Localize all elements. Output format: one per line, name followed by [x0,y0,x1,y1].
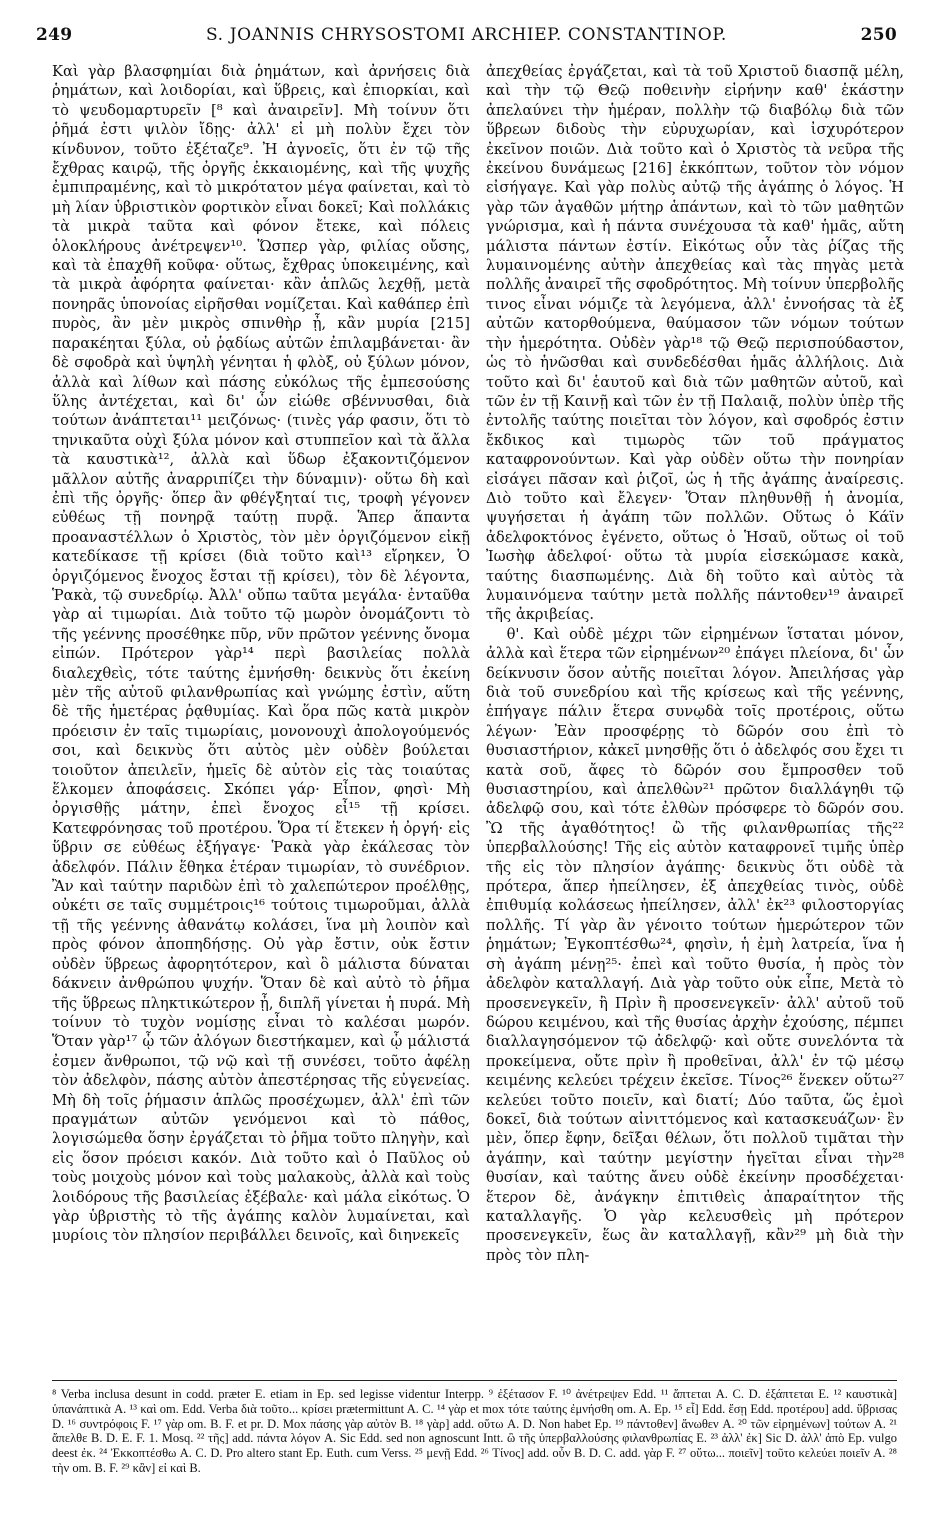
right-paragraph-2: θ'. Καὶ οὐδὲ μέχρι τῶν εἰρημένων ἵσταται μόνον, ἀλλὰ καὶ ἕτερα τῶν εἰρημένων²⁰ ἐπάγει πλείονα, δι' ὧν δείκνυσιν ὅσον αὐτῆς ποιεῖται λόγον. Ἀπειλήσας γὰρ διὰ τοῦ συνεδρίου καὶ τῆς κρίσεως καὶ τῆς γεέννης, ἐπήγαγε πάλιν ἕτερα συνῳδὰ τοῖς προτέροις, οὕτω λέγων· Ἐὰν προσφέρῃς τὸ δῶρόν σου ἐπὶ τὸ θυσιαστήριον, κἀκεῖ μνησθῇς ὅτι ὁ ἀδελφός σου ἔχει τι κατὰ σοῦ, ἄφες τὸ δῶρόν σου ἔμπροσθεν τοῦ θυσιαστηρίου, καὶ ἀπελθὼν²¹ πρῶτον διαλλάγηθι τῷ ἀδελφῷ σου, καὶ τότε ἐλθὼν πρόσφερε τὸ δῶρόν σου. Ὢ τῆς ἀγαθότητος! ὢ τῆς φιλανθρωπίας τῆς²² ὑπερβαλλούσης! Τῆς εἰς αὐτὸν καταφρονεῖ τιμῆς ὑπὲρ τῆς εἰς τὸν πλησίον ἀγάπης· δεικνὺς ὅτι οὐδὲ τὰ πρότερα, ἅπερ ἠπείλησεν, ἐξ ἀπεχθείας τινὸς, οὐδὲ ἐπιθυμίᾳ κολάσεως ἠπείλησεν, ἀλλ' ἐκ²³ φιλοστοργίας πολλῆς. Τί γὰρ ἂν γένοιτο τούτων ἡμερώτερον τῶν ῥημάτων; Ἐγκοπτέσθω²⁴, φησὶν, ἡ ἐμὴ λατρεία, ἵνα ἡ σὴ ἀγάπη μένῃ²⁵· ἐπεὶ καὶ τοῦτο θυσία, ἡ πρὸς τὸν ἀδελφὸν καταλλαγή. Διὰ γὰρ τοῦτο οὐκ εἶπε, Μετὰ τὸ προσενεγκεῖν, ἢ Πρὶν ἢ προσενεγκεῖν· ἀλλ' αὐτοῦ τοῦ δώρου κειμένου, καὶ τῆς θυσίας ἀρχὴν ἐχούσης, πέμπει διαλλαγησόμενον τῷ ἀδελφῷ· καὶ οὔτε συνελόντα τὰ προκείμενα, οὔτε πρὶν ἢ προθεῖναι, ἀλλ' ἐν τῷ μέσῳ κειμένης κελεύει τρέχειν ἐκεῖσε. Τίνος²⁶ ἕνεκεν οὕτω²⁷ κελεύει τοῦτο ποιεῖν, καὶ διατί; Δύο ταῦτα, ὥς ἐμοὶ δοκεῖ, διὰ τούτων αἰνιττόμενος καὶ κατασκευάζων· ἓν μὲν, ὅπερ ἔφην, δεῖξαι θέλων, ὅτι πολλοῦ τιμᾶται τὴν ἀγάπην, καὶ ταύτην μεγίστην ἡγεῖται εἶναι τὴν²⁸ θυσίαν, καὶ ταύτης ἄνευ οὐδὲ ἐκείνην προσδέχεται· ἕτερον δὲ, ἀνάγκην ἐπιτιθεὶς ἀπαραίτητον τῆς καταλλαγῆς. Ὁ γὰρ κελευσθεὶς μὴ πρότερον προσενεγκεῖν, ἕως ἂν καταλλαγῇ, κἂν²⁹ μὴ διὰ τὴν πρὸς τὸν πλη- [486,625,904,1264]
footnotes [52,1380,897,1476]
column-number: 250 [860,25,897,45]
right-paragraph-1: ἀπεχθείας ἐργάζεται, καὶ τὰ τοῦ Χριστοῦ διασπᾷ μέλη, καὶ τὴν τῷ Θεῷ ποθεινὴν εἰρήνην καθ' ἑκάστην ἀπελαύνει τὴν ἡμέραν, πολλὴν τῷ διαβόλῳ διὰ τῶν ὕβρεων διδοὺς τὴν εὐρυχωρίαν, καὶ ἰσχυρότερον ἐκεῖνον ποιῶν. Διὰ τοῦτο καὶ ὁ Χριστὸς τὰ νεῦρα τῆς ἐκείνου δυνάμεως [216] ἐκκόπτων, τοῦτον τὸν νόμον εἰσήγαγε. Καὶ γὰρ πολὺς αὐτῷ τῆς ἀγάπης ὁ λόγος. Ἡ γὰρ τῶν ἀγαθῶν μήτηρ ἁπάντων, καὶ τὸ τῶν μαθητῶν γνώρισμα, καὶ ἡ πάντα συνέχουσα τὰ καθ' ἡμᾶς, αὕτη μάλιστα πάντων ἐστίν. Εἰκότως οὖν τὰς ῥίζας τῆς λυμαινομένης αὐτὴν ἀπεχθείας καὶ τὰς πηγὰς μετὰ πολλῆς ἀναιρεῖ τῆς σφοδρότητος. Μὴ τοίνυν ὑπερβολῆς τινος εἶναι νόμιζε τὰ λεγόμενα, ἀλλ' ἐννοήσας τὰ ἐξ αὐτῶν κατορθούμενα, θαύμασον τῶν νόμων τούτων τὴν ἡμερότητα. Οὐδὲν γὰρ¹⁸ τῷ Θεῷ περισπούδαστον, ὡς τὸ ἡνῶσθαι καὶ συνδεδέσθαι ἡμᾶς ἀλλήλοις. Διὰ τοῦτο καὶ δι' ἑαυτοῦ καὶ διὰ τῶν μαθητῶν αὐτοῦ, καὶ τῶν ἐν τῇ Καινῇ καὶ τῶν ἐν τῇ Παλαιᾷ, πολὺν ὑπὲρ τῆς ἐντολῆς ταύτης ποιεῖται τὸν λόγον, καὶ σφοδρός ἐστιν ἔκδικος καὶ τιμωρὸς τῶν τοῦ πράγματος καταφρονούντων. Καὶ γὰρ οὐδὲν οὕτω τὴν πονηρίαν εἰσάγει πᾶσαν καὶ ῥιζοῖ, ὡς ἡ τῆς ἀγάπης ἀναίρεσις. Διὸ τοῦτο καὶ ἔλεγεν· Ὅταν πληθυνθῇ ἡ ἀνομία, ψυγήσεται ἡ ἀγάπη τῶν πολλῶν. Οὕτως ὁ Κάϊν ἀδελφοκτόνος ἐγένετο, οὕτως ὁ Ἡσαῦ, οὕτως οἱ τοῦ Ἰωσὴφ ἀδελφοί· οὕτω τὰ μυρία εἰσεκώμασε κακὰ, ταύτης διασπωμένης. Διὰ δὴ τοῦτο καὶ αὐτὸς τὰ λυμαινόμενα ταύτην μετὰ πολλῆς πάντοθεν¹⁹ ἀναιρεῖ τῆς ἀκριβείας. [486,63,904,624]
running-title: S. JOANNIS CHRYSOSTOMI ARCHIEP. CONSTANTINOP. [206,25,727,45]
left-column [52,62,470,1246]
footnotes-text: ⁸ Verba inclusa desunt in codd. præter E. etiam in Ep. sed legisse videntur Interpp. ⁹ ἐξέτασον F. ¹⁰ ἀνέτρεψεν Edd. ¹¹ ἅπτεται A. C. D. ἐξάπτεται E. ¹² καυστικὰ] ὑπανάπτικὰ A. ¹³ καὶ om. Edd. Verba διὰ τοῦτο... κρίσει prætermittunt A. C. ¹⁴ γὰρ et mox τότε ταύτης ἐμνήσθη om. A. Ep. ¹⁵ εἶ] Edd. ἔσῃ Edd. προτέρου] add. ὕβρισας D. ¹⁶ συντρόφοις F. ¹⁷ γὰρ om. B. F. et pr. D. Mox πάσης γὰρ αὐτὸν B. ¹⁸ γὰρ] add. οὕτω A. D. Non habet Ep. ¹⁹ πάντοθεν] ἄνωθεν A. ²⁰ τῶν εἰρημένων] τούτων A. ²¹ ἄπελθε B. D. E. F. 1. Mosq. ²² τῆς] add. πάντα λόγον A. Sic Edd. sed non agnoscunt Intt. ὢ τῆς ὑπερβαλλούσης φιλανθρωπίας E. ²³ ἀλλ' ἐκ] Sic D. ἀλλ' ἀπὸ Ep. vulgo deest ἐκ. ²⁴ Ἐκκοπτέσθω A. C. D. Pro altero stant Ep. Euth. cum Verss. ²⁵ μενῇ Edd. ²⁶ Τίνος] add. οὖν B. D. C. add. γὰρ F. ²⁷ οὕτω... ποιεῖν] τοῦτο κελεύει ποιεῖν A. ²⁸ τὴν om. B. F. ²⁹ κἂν] εἰ καὶ B. [52,1387,897,1475]
page-number: 249 [36,25,73,45]
right-column [486,62,904,1265]
page-header [36,18,897,52]
left-paragraph-1: Καὶ γὰρ βλασφημίαι διὰ ῥημάτων, καὶ ἀρνήσεις διὰ ῥημάτων, καὶ λοιδορίαι, καὶ ὕβρεις, καὶ ἐπιορκίαι, καὶ τὸ ψευδομαρτυρεῖν [⁸ καὶ ἀναιρεῖν]. Μὴ τοίνυν ὅτι ῥῆμά ἐστι ψιλὸν ἴδῃς· ἀλλ' εἰ μὴ πολὺν ἔχει τὸν κίνδυνον, τοῦτο ἐξέταζε⁹. Ἠ ἀγνοεῖς, ὅτι ἐν τῷ τῆς ἔχθρας καιρῷ, τῆς ὀργῆς ἐκκαιομένης, καὶ τῆς ψυχῆς ἐμπιπραμένης, καὶ τὸ μικρότατον μέγα φαίνεται, καὶ τὸ μὴ λίαν ὑβριστικὸν φορτικὸν εἶναι δοκεῖ; Καὶ πολλάκις τὰ μικρὰ ταῦτα καὶ φόνον ἔτεκε, καὶ πόλεις ὁλοκλήρους ἀνέτρεψεν¹⁰. Ὥσπερ γὰρ, φιλίας οὔσης, καὶ τὰ ἐπαχθῆ κοῦφα· οὕτως, ἔχθρας ὑποκειμένης, καὶ τὰ μικρὰ ἀφόρητα φαίνεται· κἂν ἁπλῶς λεχθῇ, μετὰ πονηρᾶς ὑπονοίας εἰρῆσθαι νομίζεται. Καὶ καθάπερ ἐπὶ πυρὸς, ἂν μὲν μικρὸς σπινθὴρ ᾖ, κἂν μυρία [215] παρακέηται ξύλα, οὐ ῥᾳδίως αὐτῶν ἐπιλαμβάνεται· ἂν δὲ σφοδρὰ καὶ ὑψηλὴ γένηται ἡ φλὸξ, οὐ ξύλων μόνον, ἀλλὰ καὶ λίθων καὶ πάσης εὐκόλως τῆς ἐμπεσούσης ὕλης ἀντέχεται, καὶ δι' ὧν εἰώθε σβέννυσθαι, διὰ τούτων ἀνάπτεται¹¹ μειζόνως· (τινὲς γάρ φασιν, ὅτι τὸ τηνικαῦτα οὐχὶ ξύλα μόνον καὶ στυππεῖον καὶ τὰ ἄλλα τὰ καυστικὰ¹², ἀλλὰ καὶ ὕδωρ ἐξακοντιζόμενον μᾶλλον αὐτῆς ἀναρριπίζει τὴν δύναμιν)· οὕτω δὴ καὶ ἐπὶ τῆς ὀργῆς· ὅπερ ἂν φθέγξηταί τις, τροφὴ γέγονεν εὐθέως τῇ πονηρᾷ ταύτῃ πυρᾷ. Ἅπερ ἅπαντα προαναστέλλων ὁ Χριστὸς, τὸν μὲν ὀργιζόμενον εἰκῇ κατεδίκασε τῇ κρίσει (διὰ τοῦτο καὶ¹³ εἴρηκεν, Ὁ ὀργιζόμενος ἔνοχος ἔσται τῇ κρίσει), τὸν δὲ λέγοντα, Ῥακὰ, τῷ συνεδρίῳ. Ἀλλ' οὔπω ταῦτα μεγάλα· ἐνταῦθα γὰρ αἱ τιμωρίαι. Διὰ τοῦτο τῷ μωρὸν ὀνομάζοντι τὸ τῆς γεέννης προσέθηκε πῦρ, νῦν πρῶτον γεέννης ὄνομα εἰπών. Πρότερον γὰρ¹⁴ περὶ βασιλείας πολλὰ διαλεχθεὶς, τότε ταύτης ἐμνήσθη· δεικνὺς ὅτι ἐκείνη μὲν τῆς αὐτοῦ φιλανθρωπίας καὶ γνώμης ἐστὶν, αὕτη δὲ τῆς ἡμετέρας ῥᾳθυμίας. Καὶ ὅρα πῶς κατὰ μικρὸν πρόεισιν ἐν ταῖς τιμωρίαις, μονονουχὶ ἀπολογούμενός σοι, καὶ δεικνὺς ὅτι αὐτὸς μὲν οὐδὲν βούλεται τοιοῦτον ἀπειλεῖν, ἡμεῖς δὲ αὐτὸν εἰς τὰς τοιαύτας ἕλκομεν ἀποφάσεις. Σκόπει γάρ· Εἶπον, φησὶ· Μὴ ὀργισθῇς μάτην, ἐπεὶ ἔνοχος εἶ¹⁵ τῇ κρίσει. Κατεφρόνησας τοῦ προτέρου. Ὅρα τί ἔτεκεν ἡ ὀργή· εἰς ὕβριν σε εὐθέως ἐξήγαγε· Ῥακὰ γὰρ ἐκάλεσας τὸν ἀδελφόν. Πάλιν ἕθηκα ἑτέραν τιμωρίαν, τὸ συνέδριον. Ἂν καὶ ταύτην παριδὼν ἐπὶ τὸ χαλεπώτερον προέλθῃς, οὐκέτι σε ταῖς συμμέτροις¹⁶ τούτοις τιμωροῦμαι, ἀλλὰ τῇ τῆς γεέννης ἀθανάτῳ κολάσει, ἵνα μὴ λοιπὸν καὶ πρὸς φόνον ἀποπηδήσῃς. Οὐ γὰρ ἔστιν, οὐκ ἔστιν οὐδὲν ὕβρεως ἀφορητότερον, καὶ ὃ μάλιστα δύναται δάκνειν ἀνθρώπου ψυχήν. Ὅταν δὲ καὶ αὐτὸ τὸ ῥῆμα τῆς ὕβρεως πληκτικώτερον ᾖ, διπλῆ γίνεται ἡ πυρά. Μὴ τοίνυν τὸ τυχὸν νομίσῃς εἶναι τὸ καλέσαι μωρόν. Ὅταν γὰρ¹⁷ ᾧ τῶν ἀλόγων διεστήκαμεν, καὶ ᾧ μάλιστά ἐσμεν ἄνθρωποι, τῷ νῷ καὶ τῇ συνέσει, τοῦτο ἀφέλῃ τὸν ἀδελφὸν, πάσης αὐτὸν ἀπεστέρησας τῆς εὐγενείας. Μὴ δὴ τοῖς ῥήμασιν ἁπλῶς προσέχωμεν, ἀλλ' ἐπὶ τῶν πραγμάτων αὐτῶν γενόμενοι καὶ τὸ πάθος, λογισώμεθα ὅσην ἐργάζεται τὸ ῥῆμα τοῦτο πληγὴν, καὶ εἰς ὅσον πρόεισι κακόν. Διὰ τοῦτο καὶ ὁ Παῦλος οὐ τοὺς μοιχοὺς μόνον καὶ τοὺς μαλακοὺς, ἀλλὰ καὶ τοὺς λοιδόρους τῆς βασιλείας ἐξέβαλε· καὶ μάλα εἰκότως. Ὁ γὰρ ὑβριστὴς τὸ τῆς ἀγάπης καλὸν λυμαίνεται, καὶ μυρίοις τὸν πλησίον περιβάλλει δεινοῖς, καὶ διηνεκεῖς [52,63,470,1245]
